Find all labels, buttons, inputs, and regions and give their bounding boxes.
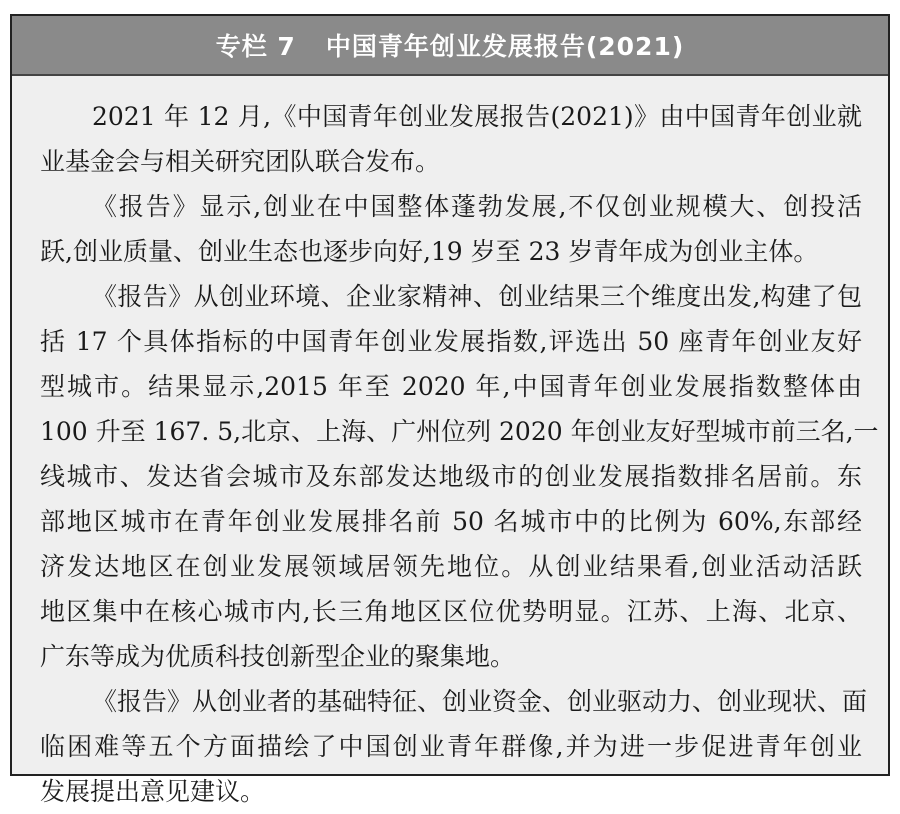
text-line: 《报告》从创业环境、企业家精神、创业结果三个维度出发,构建了包 [92, 282, 862, 311]
text-line: 100 升至 167. 5,北京、上海、广州位列 2020 年创业友好型城市前三名,一 [40, 417, 879, 446]
text-line: 型城市。结果显示,2015 年至 2020 年,中国青年创业发展指数整体由 [40, 372, 862, 401]
column-box [10, 14, 890, 806]
text-line: 业基金会与相关研究团队联合发布。 [40, 147, 441, 176]
text-line: 部地区城市在青年创业发展排名前 50 名城市中的比例为 60%,东部经 [40, 507, 862, 536]
text-line: 线城市、发达省会城市及东部发达地级市的创业发展指数排名居前。东 [40, 462, 862, 491]
text-line: 《报告》从创业者的基础特征、创业资金、创业驱动力、创业现状、面 [92, 687, 868, 716]
column-header [12, 16, 888, 76]
text-line: 济发达地区在创业发展领域居领先地位。从创业结果看,创业活动活跃 [40, 552, 862, 581]
text-line: 地区集中在核心城市内,长三角地区区位优势明显。江苏、上海、北京、 [40, 597, 862, 626]
column-body [12, 76, 888, 814]
column-label: 专栏 7 [215, 32, 296, 61]
text-line: 《报告》显示,创业在中国整体蓬勃发展,不仅创业规模大、创投活 [92, 192, 862, 221]
text-line: 2021 年 12 月,《中国青年创业发展报告(2021)》由中国青年创业就 [92, 102, 862, 131]
column-title: 中国青年创业发展报告(2021) [325, 32, 685, 61]
text-line: 临困难等五个方面描绘了中国创业青年群像,并为进一步促进青年创业 [40, 732, 862, 761]
paragraph [40, 274, 879, 679]
paragraph [40, 184, 862, 274]
paragraph [40, 94, 862, 184]
text-line: 括 17 个具体指标的中国青年创业发展指数,评选出 50 座青年创业友好 [40, 327, 863, 356]
text-line: 跃,创业质量、创业生态也逐步向好,19 岁至 23 岁青年成为创业主体。 [40, 237, 819, 266]
text-line: 广东等成为优质科技创新型企业的聚集地。 [40, 642, 516, 671]
text-line: 发展提出意见建议。 [40, 777, 266, 806]
